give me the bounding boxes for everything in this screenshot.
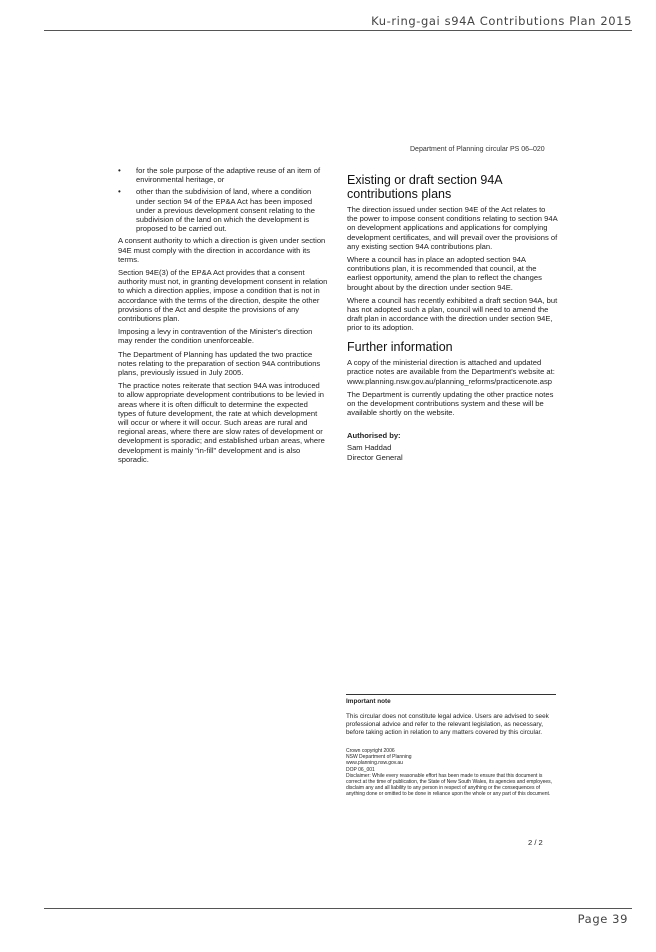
bullet-item	[118, 166, 328, 184]
circular-reference: Department of Planning circular PS 06–020	[410, 146, 545, 153]
section-heading: Existing or draft section 94A contributions plans	[347, 173, 502, 201]
copyright-line: Crown copyright 2006	[346, 748, 395, 754]
header-rule	[44, 30, 632, 31]
bullet-list	[118, 166, 328, 233]
paragraph: Where a council has recently exhibited a draft section 94A, but has not adopted such a plan, council will need to amend the draft plan in accordance with the direction under section 94E, prior to its adoption.	[347, 295, 558, 333]
copyright-line: www.planning.nsw.gov.au	[346, 760, 403, 767]
paragraph: The Department is currently updating the other practice notes on the development contributions system and these will be available shortly on the website.	[347, 389, 554, 418]
running-header-title: Ku-ring-gai s94A Contributions Plan 2015	[371, 14, 632, 28]
bullet-icon: •	[118, 187, 121, 197]
authoriser-title: Director General	[347, 452, 403, 462]
copyright-line: DOP 06_001	[346, 766, 375, 773]
paragraph: The practice notes reiterate that section 94A was introduced to allow appropriate development contributions to be levied in areas where it is often difficult to determine the expected types of future development, the rate at which development will occur or where it will occur. Such areas are rural and regional areas, where there are slow rates of development or development is sporadic; and established urban areas, where development is mainly "in-fill" development and is also sporadic.	[118, 381, 325, 464]
disclaimer-text: Disclaimer: While every reasonable effort has been made to ensure that this document is correct at the time of publication, the State of New South Wales, its agencies and employees, disclaim any and all liability to any person in respect of anything or the consequences of anything done or omitted to be done in reliance upon the whole or any part of this document.	[346, 772, 553, 798]
section-heading: Further information	[347, 339, 453, 354]
footer-rule	[44, 908, 632, 909]
authoriser-name: Sam Haddad	[347, 442, 392, 452]
important-note-text: This circular does not constitute legal advice. Users are advised to seek professional advice and refer to the relevant legislation, as necessary, before taking action in relation to any matters covered by this circular.	[346, 713, 549, 736]
circular-page-number: 2 / 2	[528, 838, 543, 847]
paragraph: Section 94E(3) of the EP&A Act provides that a consent authority must not, in granting development consent in relation to which a direction applies, impose a condition that is not in accordance with the terms of the direction, despite the other provisions of the Act and despite the provisions of any contributions plan.	[118, 268, 328, 324]
paragraph: A consent authority to which a direction is given under section 94E must comply with the direction in accordance with its terms.	[118, 236, 326, 264]
bullet-item	[118, 187, 328, 233]
bullet-text: for the sole purpose of the adaptive reuse of an item of environmental heritage, or	[136, 166, 321, 185]
paragraph: The direction issued under section 94E of the Act relates to the power to impose consent conditions relating to section 94A on development applications and applications for complying development certificates, and will prevail over the provisions of any existing section 94A contributions plan.	[347, 205, 558, 251]
paragraph: Imposing a levy in contravention of the Minister's direction may render the condition unenforceable.	[118, 327, 313, 346]
page-number: Page 39	[577, 912, 628, 926]
copyright-block	[346, 748, 556, 798]
bullet-icon: •	[118, 166, 121, 175]
authorised-label: Authorised by:	[347, 431, 401, 441]
copyright-line: NSW Department of Planning	[346, 754, 412, 761]
important-note-title: Important note	[346, 698, 391, 705]
paragraph: A copy of the ministerial direction is attached and updated practice notes are available from the Department's website at: www.planning.nsw.gov.au/planning_reforms/practicenote.asp	[347, 358, 555, 386]
bullet-text: other than the subdivision of land, where a condition under section 94 of the EP&A Act has been imposed under a previous development consent relating to the subdivision of the land on which the development is proposed to be carried out.	[136, 187, 315, 234]
paragraph: The Department of Planning has updated the two practice notes relating to the preparation of section 94A contributions plans, previously issued in July 2005.	[118, 349, 321, 378]
right-column	[347, 174, 558, 463]
paragraph: Where a council has in place an adopted section 94A contributions plan, it is recommended that council, at the earliest opportunity, amend the plan to reflect the changes brought about by the direction under section 94E.	[347, 255, 542, 292]
important-note-box	[346, 694, 556, 798]
left-column	[118, 166, 328, 468]
